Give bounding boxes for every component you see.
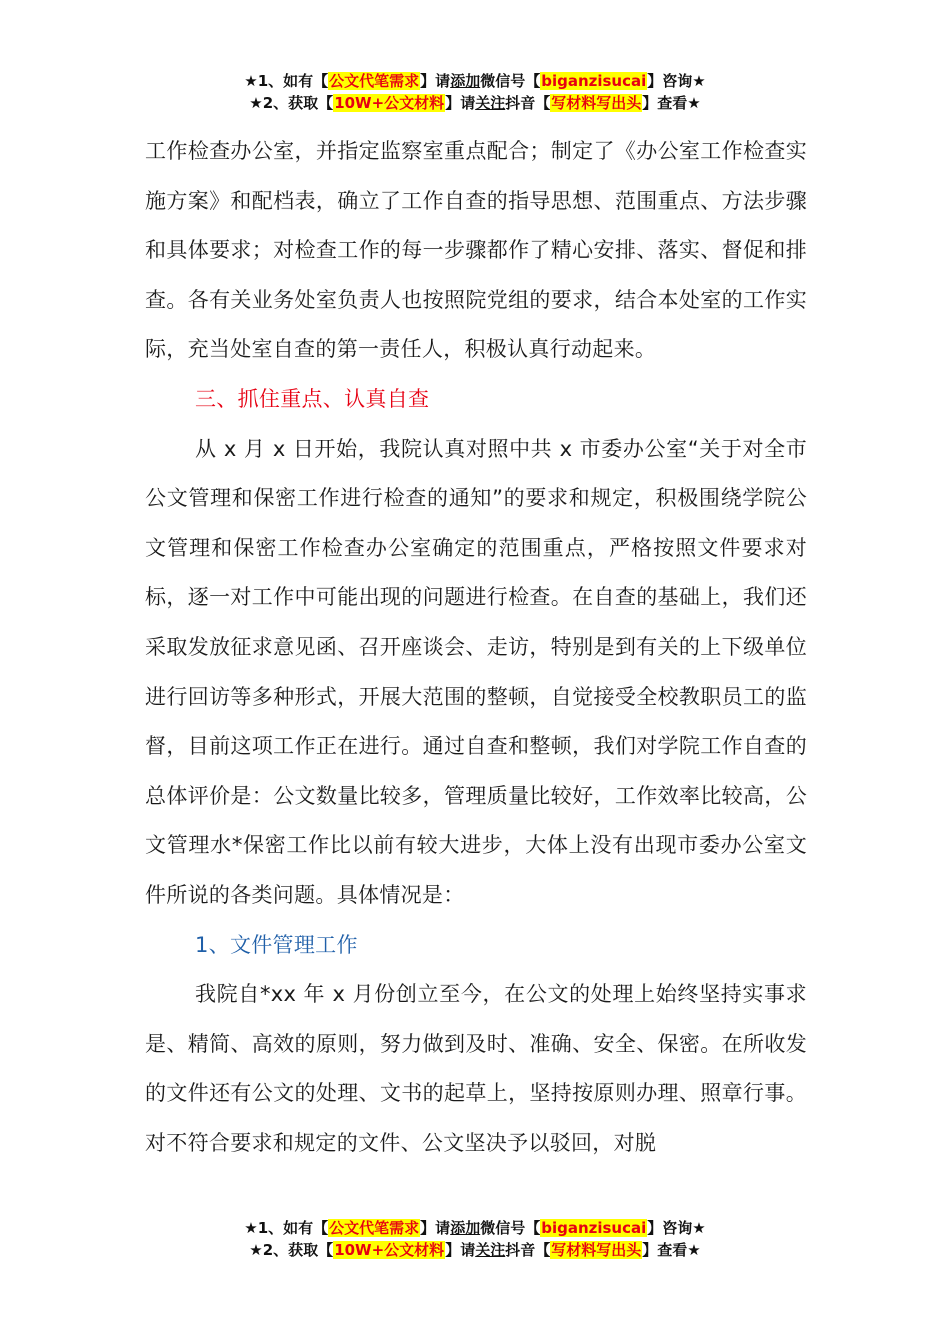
highlight-materials: 10W+公文材料 <box>334 94 445 112</box>
underlined-text: 关注 <box>475 94 506 112</box>
paragraph: 从 x 月 x 日开始，我院认真对照中共 x 市委办公室“关于对全市公文管理和保密工作进行检查的通知”的要求和规定，积极围绕学院公文管理和保密工作检查办公室确定的范围重点，严格按照文件要求对标，逐一对工作中可能出现的问题进行检查。在自查的基础上，我们还采取发放征求意见函、召开座谈会、走访，特别是到有关的上下级单位进行回访等多种形式，开展大范围的整顿，自觉接受全校教职员工的监督，目前这项工作正在进行。通过自查和整顿，我们对学院工作自查的总体评价是：公文数量比较多，管理质量比较好，工作效率比较高，公文管理水*保密工作比以前有较大进步，大体上没有出现市委办公室文件所说的各类问题。具体情况是： <box>145 436 807 907</box>
promo-text: 】查看★ <box>642 1241 701 1259</box>
underlined-text: 添加 <box>450 72 481 90</box>
highlight-douyin-name: 写材料写出头 <box>551 94 642 112</box>
promo-text: 】咨询★ <box>647 72 706 90</box>
document-body <box>145 127 807 1168</box>
paragraph: 工作检查办公室，并指定监察室重点配合；制定了《办公室工作检查实施方案》和配档表，确立了工作自查的指导思想、范围重点、方法步骤和具体要求；对检查工作的每一步骤都作了精心安排、落实、督促和排查。各有关业务处室负责人也按照院党组的要求，结合本处室的工作实际，充当处室自查的第一责任人，积极认真行动起来。 <box>145 139 807 362</box>
promo-line-2 <box>0 92 950 114</box>
top-promo-banner <box>0 70 950 114</box>
underlined-text: 添加 <box>450 1219 481 1237</box>
highlight-wechat-id: biganzisucai <box>541 1219 647 1237</box>
promo-text: ★2、获取【 <box>249 94 334 112</box>
sub-heading: 1、文件管理工作 <box>195 932 358 957</box>
promo-text: 抖音【 <box>505 94 551 112</box>
promo-text: 】咨询★ <box>647 1219 706 1237</box>
promo-text: ★1、如有【 <box>244 72 329 90</box>
promo-line-1 <box>0 70 950 92</box>
highlight-douyin-name: 写材料写出头 <box>551 1241 642 1259</box>
highlight-wechat-id: biganzisucai <box>541 72 647 90</box>
section-heading: 三、抓住重点、认真自查 <box>195 386 430 411</box>
highlight-service: 公文代笔需求 <box>329 1219 420 1237</box>
highlight-materials: 10W+公文材料 <box>334 1241 445 1259</box>
promo-text: 微信号【 <box>480 72 541 90</box>
promo-text: 】请 <box>420 1219 451 1237</box>
bottom-promo-banner <box>0 1217 950 1261</box>
promo-text: 】请 <box>445 94 476 112</box>
promo-text: 】请 <box>420 72 451 90</box>
promo-text: ★2、获取【 <box>249 1241 334 1259</box>
highlight-service: 公文代笔需求 <box>329 72 420 90</box>
promo-text: 微信号【 <box>480 1219 541 1237</box>
promo-text: 抖音【 <box>505 1241 551 1259</box>
underlined-text: 关注 <box>475 1241 506 1259</box>
promo-text: 】请 <box>445 1241 476 1259</box>
promo-text: 】查看★ <box>642 94 701 112</box>
paragraph: 我院自*xx 年 x 月份创立至今，在公文的处理上始终坚持实事求是、精简、高效的原则，努力做到及时、准确、安全、保密。在所收发的文件还有公文的处理、文书的起草上，坚持按原则办理、照章行事。对不符合要求和规定的文件、公文坚决予以驳回，对脱 <box>145 982 807 1155</box>
promo-text: ★1、如有【 <box>244 1219 329 1237</box>
promo-line-2 <box>0 1239 950 1261</box>
promo-line-1 <box>0 1217 950 1239</box>
